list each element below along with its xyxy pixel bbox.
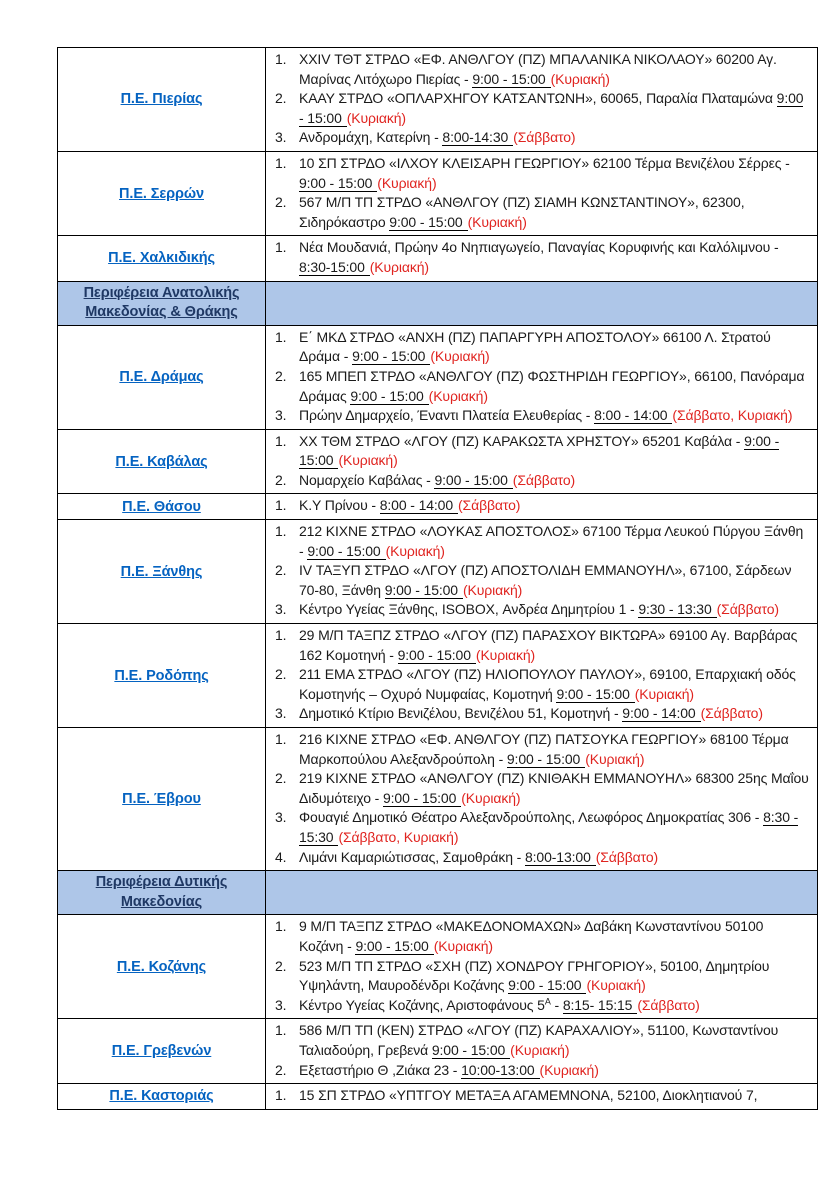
item-text <box>299 406 809 426</box>
table-row <box>58 236 818 281</box>
item-text <box>299 769 809 808</box>
item-number: 1. <box>275 497 287 514</box>
day-label: (Σάββατο) <box>700 705 763 722</box>
opening-hours: 8:15- 15:15 <box>563 997 638 1014</box>
region-cell <box>58 48 266 152</box>
item-number: 1. <box>275 1087 287 1104</box>
day-label: (Σάββατο, Κυριακή) <box>672 407 793 424</box>
item-text <box>299 1061 809 1081</box>
item-number: 2. <box>275 770 287 787</box>
day-label: (Κυριακή) <box>462 581 523 598</box>
location-description: Κέντρο Υγείας Ξάνθης, ISOBOX, Ανδρέα Δημητρίου 1 - <box>299 601 639 618</box>
location-item <box>272 238 809 277</box>
region-cell <box>58 1084 266 1110</box>
table-row <box>58 728 818 871</box>
region-cell <box>58 494 266 520</box>
opening-hours: 9:00 - 15:00 <box>299 90 804 126</box>
item-text <box>299 328 809 367</box>
opening-hours: 9:00 - 15:00 <box>350 388 428 405</box>
region-cell <box>58 915 266 1019</box>
item-text <box>299 432 809 471</box>
location-item <box>272 769 809 808</box>
region-link[interactable]: Π.Ε. Δράμας <box>119 369 204 386</box>
item-text <box>299 154 809 193</box>
opening-hours: 9:00 - 15:00 <box>307 543 385 560</box>
region-link[interactable]: Π.Ε. Σερρών <box>119 185 204 202</box>
table-row <box>58 429 818 494</box>
day-label: (Κυριακή) <box>430 348 490 365</box>
location-description: 10 ΣΠ ΣΤΡΔΟ «ΙΛΧΟΥ ΚΛΕΙΣΑΡΗ ΓΕΩΡΓΙΟΥ» 62100 Τέρμα Βενιζέλου Σέρρες - <box>299 154 790 171</box>
location-description: IV ΤΑΞΥΠ ΣΤΡΔΟ «ΛΓΟΥ (ΠΖ) ΑΠΟΣΤΟΛΙΔΗ ΕΜΜΑΝΟΥΗΛ», 67100, Σάρδεων 70-80, Ξάνθη <box>299 562 792 598</box>
location-item <box>272 917 809 956</box>
locations-cell <box>266 1019 818 1084</box>
donation-locations-table <box>57 47 818 1110</box>
locations-cell <box>266 48 818 152</box>
opening-hours: 9:00 - 15:00 <box>355 938 433 955</box>
day-label: (Κυριακή) <box>346 109 406 126</box>
location-description: Νέα Μουδανιά, Πρώην 4ο Νηπιαγωγείο, Παναγίας Κορυφινής και Καλόλιμνου - <box>299 239 779 256</box>
location-description: ΧΧ ΤΘΜ ΣΤΡΔΟ «ΛΓΟΥ (ΠΖ) ΚΑΡΑΚΩΣΤΑ ΧΡΗΣΤΟΥ» 65201 Καβάλα - <box>299 432 745 449</box>
location-item <box>272 704 809 724</box>
item-number: 2. <box>275 562 287 579</box>
day-label: (Κυριακή) <box>338 452 398 469</box>
opening-hours: 9:00 - 15:00 <box>434 472 512 489</box>
location-description: Ε΄ ΜΚΔ ΣΤΡΔΟ «ΑΝΧΗ (ΠΖ) ΠΑΠΑΡΓΥΡΗ ΑΠΟΣΤΟΛΟΥ» 66100 Λ. Στρατού Δράμα - <box>299 328 771 365</box>
day-label: (Κυριακή) <box>385 542 445 559</box>
table-row <box>58 915 818 1019</box>
item-number: 3. <box>275 129 287 146</box>
table-row <box>58 1084 818 1110</box>
item-number: 2. <box>275 666 287 683</box>
region-cell <box>58 429 266 494</box>
location-item <box>272 154 809 193</box>
location-item <box>272 848 809 868</box>
table-row <box>58 494 818 520</box>
item-text <box>299 957 809 996</box>
item-text <box>299 626 809 665</box>
opening-hours: 8:00 - 14:00 <box>594 407 672 424</box>
item-number: 1. <box>275 328 287 345</box>
item-text <box>299 808 809 847</box>
location-description: Ανδρομάχη, Κατερίνη - <box>299 129 443 146</box>
item-text <box>299 917 809 956</box>
item-number: 1. <box>275 239 287 256</box>
day-label: (Κυριακή) <box>428 387 488 404</box>
opening-hours: 9:00 - 15:00 <box>556 686 634 703</box>
region-link[interactable]: Π.Ε. Πιερίας <box>120 91 203 108</box>
day-label: (Κυριακή) <box>433 937 493 954</box>
opening-hours: 9:00 - 15:00 <box>389 214 467 231</box>
region-cell <box>58 520 266 624</box>
table-row <box>58 520 818 624</box>
opening-hours: 9:00 - 15:00 <box>299 432 780 469</box>
day-label: (Σάββατο, Κυριακή) <box>338 828 459 845</box>
day-label: (Κυριακή) <box>539 1061 599 1078</box>
table-row <box>58 151 818 235</box>
locations-cell <box>266 624 818 728</box>
item-number: 2. <box>275 471 287 488</box>
item-text <box>299 496 809 516</box>
location-item <box>272 1021 809 1060</box>
section-header-cell <box>58 871 266 915</box>
locations-cell <box>266 151 818 235</box>
location-description: Λιμάνι Καμαριώτισσας, Σαμοθράκη - <box>299 848 525 865</box>
section-header-empty-cell <box>266 871 818 915</box>
region-cell <box>58 236 266 281</box>
opening-hours: 9:00 - 15:00 <box>299 175 377 192</box>
region-link[interactable]: Π.Ε. Καβάλας <box>115 453 208 470</box>
location-description: 219 ΚΙΧΝΕ ΣΤΡΔΟ «ΑΝΘΛΓΟΥ (ΠΖ) ΚΝΙΘΑΚΗ ΕΜΜΑΝΟΥΗΛ» 68300 25ης Μαΐου Διδυμότειχο - <box>299 770 809 806</box>
location-description: 586 Μ/Π ΤΠ (ΚΕΝ) ΣΤΡΔΟ «ΛΓΟΥ (ΠΖ) ΚΑΡΑΧΑΛΙΟΥ», 51100, Κωνσταντίνου Ταλιαδούρη, Γρεβενά <box>299 1022 779 1058</box>
region-link[interactable]: Π.Ε. Καστοριάς <box>109 1088 214 1105</box>
day-label: (Σάββατο) <box>637 996 700 1013</box>
locations-cell <box>266 494 818 520</box>
location-description: XXIV ΤΘΤ ΣΤΡΔΟ «ΕΦ. ΑΝΘΛΓΟΥ (ΠΖ) ΜΠΑΛΑΝΙΚΑ ΝΙΚΟΛΑΟΥ» 60200 Αγ. Μαρίνας Λιτόχωρο Πιερίας - <box>299 51 777 87</box>
item-text <box>299 238 809 277</box>
day-label: (Σάββατο) <box>513 129 576 146</box>
section-header-label: Περιφέρεια Δυτικής Μακεδονίας <box>95 874 228 910</box>
location-item <box>272 471 809 491</box>
opening-hours: 9:00 - 15:00 <box>508 977 586 994</box>
day-label: (Σάββατο) <box>716 601 779 618</box>
item-text <box>299 704 809 724</box>
item-text <box>299 1021 809 1060</box>
opening-hours: 9:00 - 15:00 <box>385 582 463 599</box>
region-link[interactable]: Π.Ε. Γρεβενών <box>111 1043 212 1060</box>
section-header-cell <box>58 281 266 325</box>
opening-hours: 8:00 - 14:00 <box>380 497 458 514</box>
item-text <box>299 848 809 868</box>
table-row <box>58 624 818 728</box>
item-number: 3. <box>275 705 287 722</box>
item-text <box>299 193 809 232</box>
region-link[interactable]: Π.Ε. Ροδόπης <box>114 667 209 684</box>
opening-hours: 9:00 - 15:00 <box>507 751 585 768</box>
opening-hours: 9:00 - 14:00 <box>622 705 700 722</box>
location-description: Φουαγιέ Δημοτικό Θέατρο Αλεξανδρούπολης, Λεωφόρος Δημοκρατίας 306 - <box>299 809 764 826</box>
location-description: 9 Μ/Π ΤΑΞΠΖ ΣΤΡΔΟ «ΜΑΚΕΔΟΝΟΜΑΧΩΝ» Δαβάκη Κωνσταντίνου 50100 Κοζάνη - <box>299 918 764 954</box>
region-link[interactable]: Π.Ε. Κοζάνης <box>116 958 207 975</box>
location-item <box>272 730 809 769</box>
location-item <box>272 957 809 996</box>
region-cell <box>58 325 266 429</box>
location-description: Δημοτικό Κτίριο Βενιζέλου, Βενιζέλου 51, Κομοτηνή - <box>299 705 623 722</box>
item-text <box>299 50 809 89</box>
location-description: 165 ΜΠΕΠ ΣΤΡΔΟ «ΑΝΘΛΓΟΥ (ΠΖ) ΦΩΣΤΗΡΙΔΗ ΓΕΩΡΓΙΟΥ», 66100, Πανόραμα Δράμας <box>299 367 805 404</box>
item-text <box>299 996 809 1016</box>
day-label: (Σάββατο) <box>458 497 521 514</box>
location-item <box>272 50 809 89</box>
day-label: (Σάββατο) <box>512 471 576 488</box>
location-description: 523 Μ/Π ΤΠ ΣΤΡΔΟ «ΣΧΗ (ΠΖ) ΧΟΝΔΡΟΥ ΓΡΗΓΟΡΙΟΥ», 50100, Δημητρίου Υψηλάντη, Μαυροδένδρι Κοζάνης <box>299 957 770 994</box>
item-text <box>299 89 809 128</box>
day-label: (Κυριακή) <box>461 789 521 806</box>
item-number: 3. <box>275 996 287 1013</box>
location-item <box>272 89 809 128</box>
day-label: (Κυριακή) <box>634 685 694 702</box>
item-number: 1. <box>275 627 287 644</box>
item-number: 4. <box>275 848 287 865</box>
location-item <box>272 1086 809 1106</box>
item-number: 2. <box>275 90 287 107</box>
superscript-text: Α <box>544 996 551 1007</box>
day-label: (Κυριακή) <box>475 646 536 663</box>
location-description: Νομαρχείο Καβάλας - <box>299 471 435 488</box>
location-item <box>272 496 809 516</box>
item-text <box>299 730 809 769</box>
location-description: ΚΑΑΥ ΣΤΡΔΟ «ΟΠΛΑΡΧΗΓΟΥ ΚΑΤΣΑΝΤΩΝΗ», 60065, Παραλία Πλαταμώνα <box>299 90 777 107</box>
opening-hours: 9:00 - 15:00 <box>432 1042 510 1059</box>
opening-hours: 9:00 - 15:00 <box>383 790 461 807</box>
region-cell <box>58 151 266 235</box>
day-label: (Κυριακή) <box>377 174 437 191</box>
location-description: Εξεταστήριο Θ ,Ζιάκα 23 - <box>299 1061 462 1078</box>
item-text <box>299 128 809 148</box>
location-item <box>272 996 809 1016</box>
region-link[interactable]: Π.Ε. Θάσου <box>122 498 201 515</box>
opening-hours: 9:00 - 15:00 <box>352 348 430 365</box>
location-description: Κέντρο Υγείας Κοζάνης, Αριστοφάνους 5 <box>299 996 545 1013</box>
item-number: 3. <box>275 601 287 618</box>
day-label: (Κυριακή) <box>586 977 646 994</box>
locations-cell <box>266 236 818 281</box>
item-text <box>299 665 809 704</box>
section-header-row <box>58 871 818 915</box>
location-item <box>272 432 809 471</box>
locations-cell <box>266 325 818 429</box>
opening-hours: 9:00 - 15:00 <box>398 647 476 664</box>
opening-hours: 8:30 - 15:30 <box>299 809 799 845</box>
location-item <box>272 626 809 665</box>
location-item <box>272 808 809 847</box>
locations-cell <box>266 728 818 871</box>
locations-cell <box>266 915 818 1019</box>
item-number: 1. <box>275 51 287 67</box>
location-item <box>272 665 809 704</box>
item-text <box>299 367 809 406</box>
location-description: 212 ΚΙΧΝΕ ΣΤΡΔΟ «ΛΟΥΚΑΣ ΑΠΟΣΤΟΛΟΣ» 67100 Τέρμα Λευκού Πύργου Ξάνθη - <box>299 523 804 559</box>
table-row <box>58 1019 818 1084</box>
region-link[interactable]: Π.Ε. Έβρου <box>122 791 201 808</box>
region-link[interactable]: Π.Ε. Χαλκιδικής <box>108 250 215 267</box>
location-item <box>272 522 809 561</box>
opening-hours: 8:00-14:30 <box>442 129 513 146</box>
item-number: 3. <box>275 407 287 424</box>
location-description-cont: - <box>550 996 563 1013</box>
opening-hours: 9:00 - 15:00 <box>472 71 550 88</box>
opening-hours: 10:00-13:00 <box>461 1062 539 1079</box>
table-row <box>58 325 818 429</box>
item-number: 2. <box>275 957 287 974</box>
item-number: 1. <box>275 1022 287 1039</box>
item-text <box>299 1086 809 1106</box>
day-label: (Κυριακή) <box>585 750 645 767</box>
locations-cell <box>266 429 818 494</box>
location-description: 211 ΕΜΑ ΣΤΡΔΟ «ΛΓΟΥ (ΠΖ) ΗΛΙΟΠΟΥΛΟΥ ΠΑΥΛΟΥ», 69100, Επαρχιακή οδός Κομοτηνής – Οχυρό Νυμφαίας, Κομοτηνή <box>299 666 796 702</box>
item-number: 2. <box>275 194 287 211</box>
item-number: 1. <box>275 731 287 747</box>
location-description: 567 Μ/Π ΤΠ ΣΤΡΔΟ «ΑΝΘΛΓΟΥ (ΠΖ) ΣΙΑΜΗ ΚΩΝΣΤΑΝΤΙΝΟΥ», 62300, Σιδηρόκαστρο <box>299 194 745 230</box>
section-header-row <box>58 281 818 325</box>
section-header-empty-cell <box>266 281 818 325</box>
location-item <box>272 193 809 232</box>
locations-cell <box>266 1084 818 1110</box>
location-item <box>272 1061 809 1081</box>
day-label: (Σάββατο) <box>595 848 659 865</box>
opening-hours: 9:30 - 13:30 <box>638 601 716 618</box>
location-description: Κ.Υ Πρίνου - <box>299 497 380 514</box>
table-body <box>58 48 818 1110</box>
location-item <box>272 367 809 406</box>
item-number: 2. <box>275 1061 287 1078</box>
item-number: 3. <box>275 809 287 826</box>
item-text <box>299 522 809 561</box>
day-label: (Κυριακή) <box>550 70 610 87</box>
location-item <box>272 406 809 426</box>
item-text <box>299 561 809 600</box>
locations-cell <box>266 520 818 624</box>
location-description: 29 Μ/Π ΤΑΞΠΖ ΣΤΡΔΟ «ΛΓΟΥ (ΠΖ) ΠΑΡΑΣΧΟΥ ΒΙΚΤΩΡΑ» 69100 Αγ. Βαρβάρας 162 Κομοτηνή - <box>299 627 798 663</box>
location-item <box>272 328 809 367</box>
opening-hours: 8:30-15:00 <box>299 259 370 276</box>
region-cell <box>58 728 266 871</box>
item-number: 1. <box>275 523 287 540</box>
region-link[interactable]: Π.Ε. Ξάνθης <box>120 563 203 580</box>
region-cell <box>58 1019 266 1084</box>
item-number: 1. <box>275 918 287 935</box>
section-header-label: Περιφέρεια Ανατολικής Μακεδονίας & Θράκης <box>83 284 240 321</box>
item-number: 2. <box>275 367 287 384</box>
location-item <box>272 561 809 600</box>
location-description: Πρώην Δημαρχείο, Έναντι Πλατεία Ελευθερίας - <box>299 407 595 424</box>
day-label: (Κυριακή) <box>510 1041 570 1058</box>
location-description: 15 ΣΠ ΣΤΡΔΟ «ΥΠΤΓΟΥ ΜΕΤΑΞΑ ΑΓΑΜΕΜΝΟΝΑ, 52100, Διοκλητιανού 7, <box>299 1087 758 1104</box>
table-row <box>58 48 818 152</box>
region-cell <box>58 624 266 728</box>
item-number: 1. <box>275 154 287 171</box>
location-item <box>272 128 809 148</box>
item-number: 1. <box>275 432 287 449</box>
location-description: 216 ΚΙΧΝΕ ΣΤΡΔΟ «ΕΦ. ΑΝΘΛΓΟΥ (ΠΖ) ΠΑΤΣΟΥΚΑ ΓΕΩΡΓΙΟΥ» 68100 Τέρμα Μαρκοπούλου Αλεξανδρούπολη - <box>299 731 789 767</box>
item-text <box>299 471 809 491</box>
opening-hours: 8:00-13:00 <box>525 849 596 866</box>
item-text <box>299 600 809 620</box>
location-item <box>272 600 809 620</box>
day-label: (Κυριακή) <box>369 258 429 275</box>
day-label: (Κυριακή) <box>467 213 527 230</box>
